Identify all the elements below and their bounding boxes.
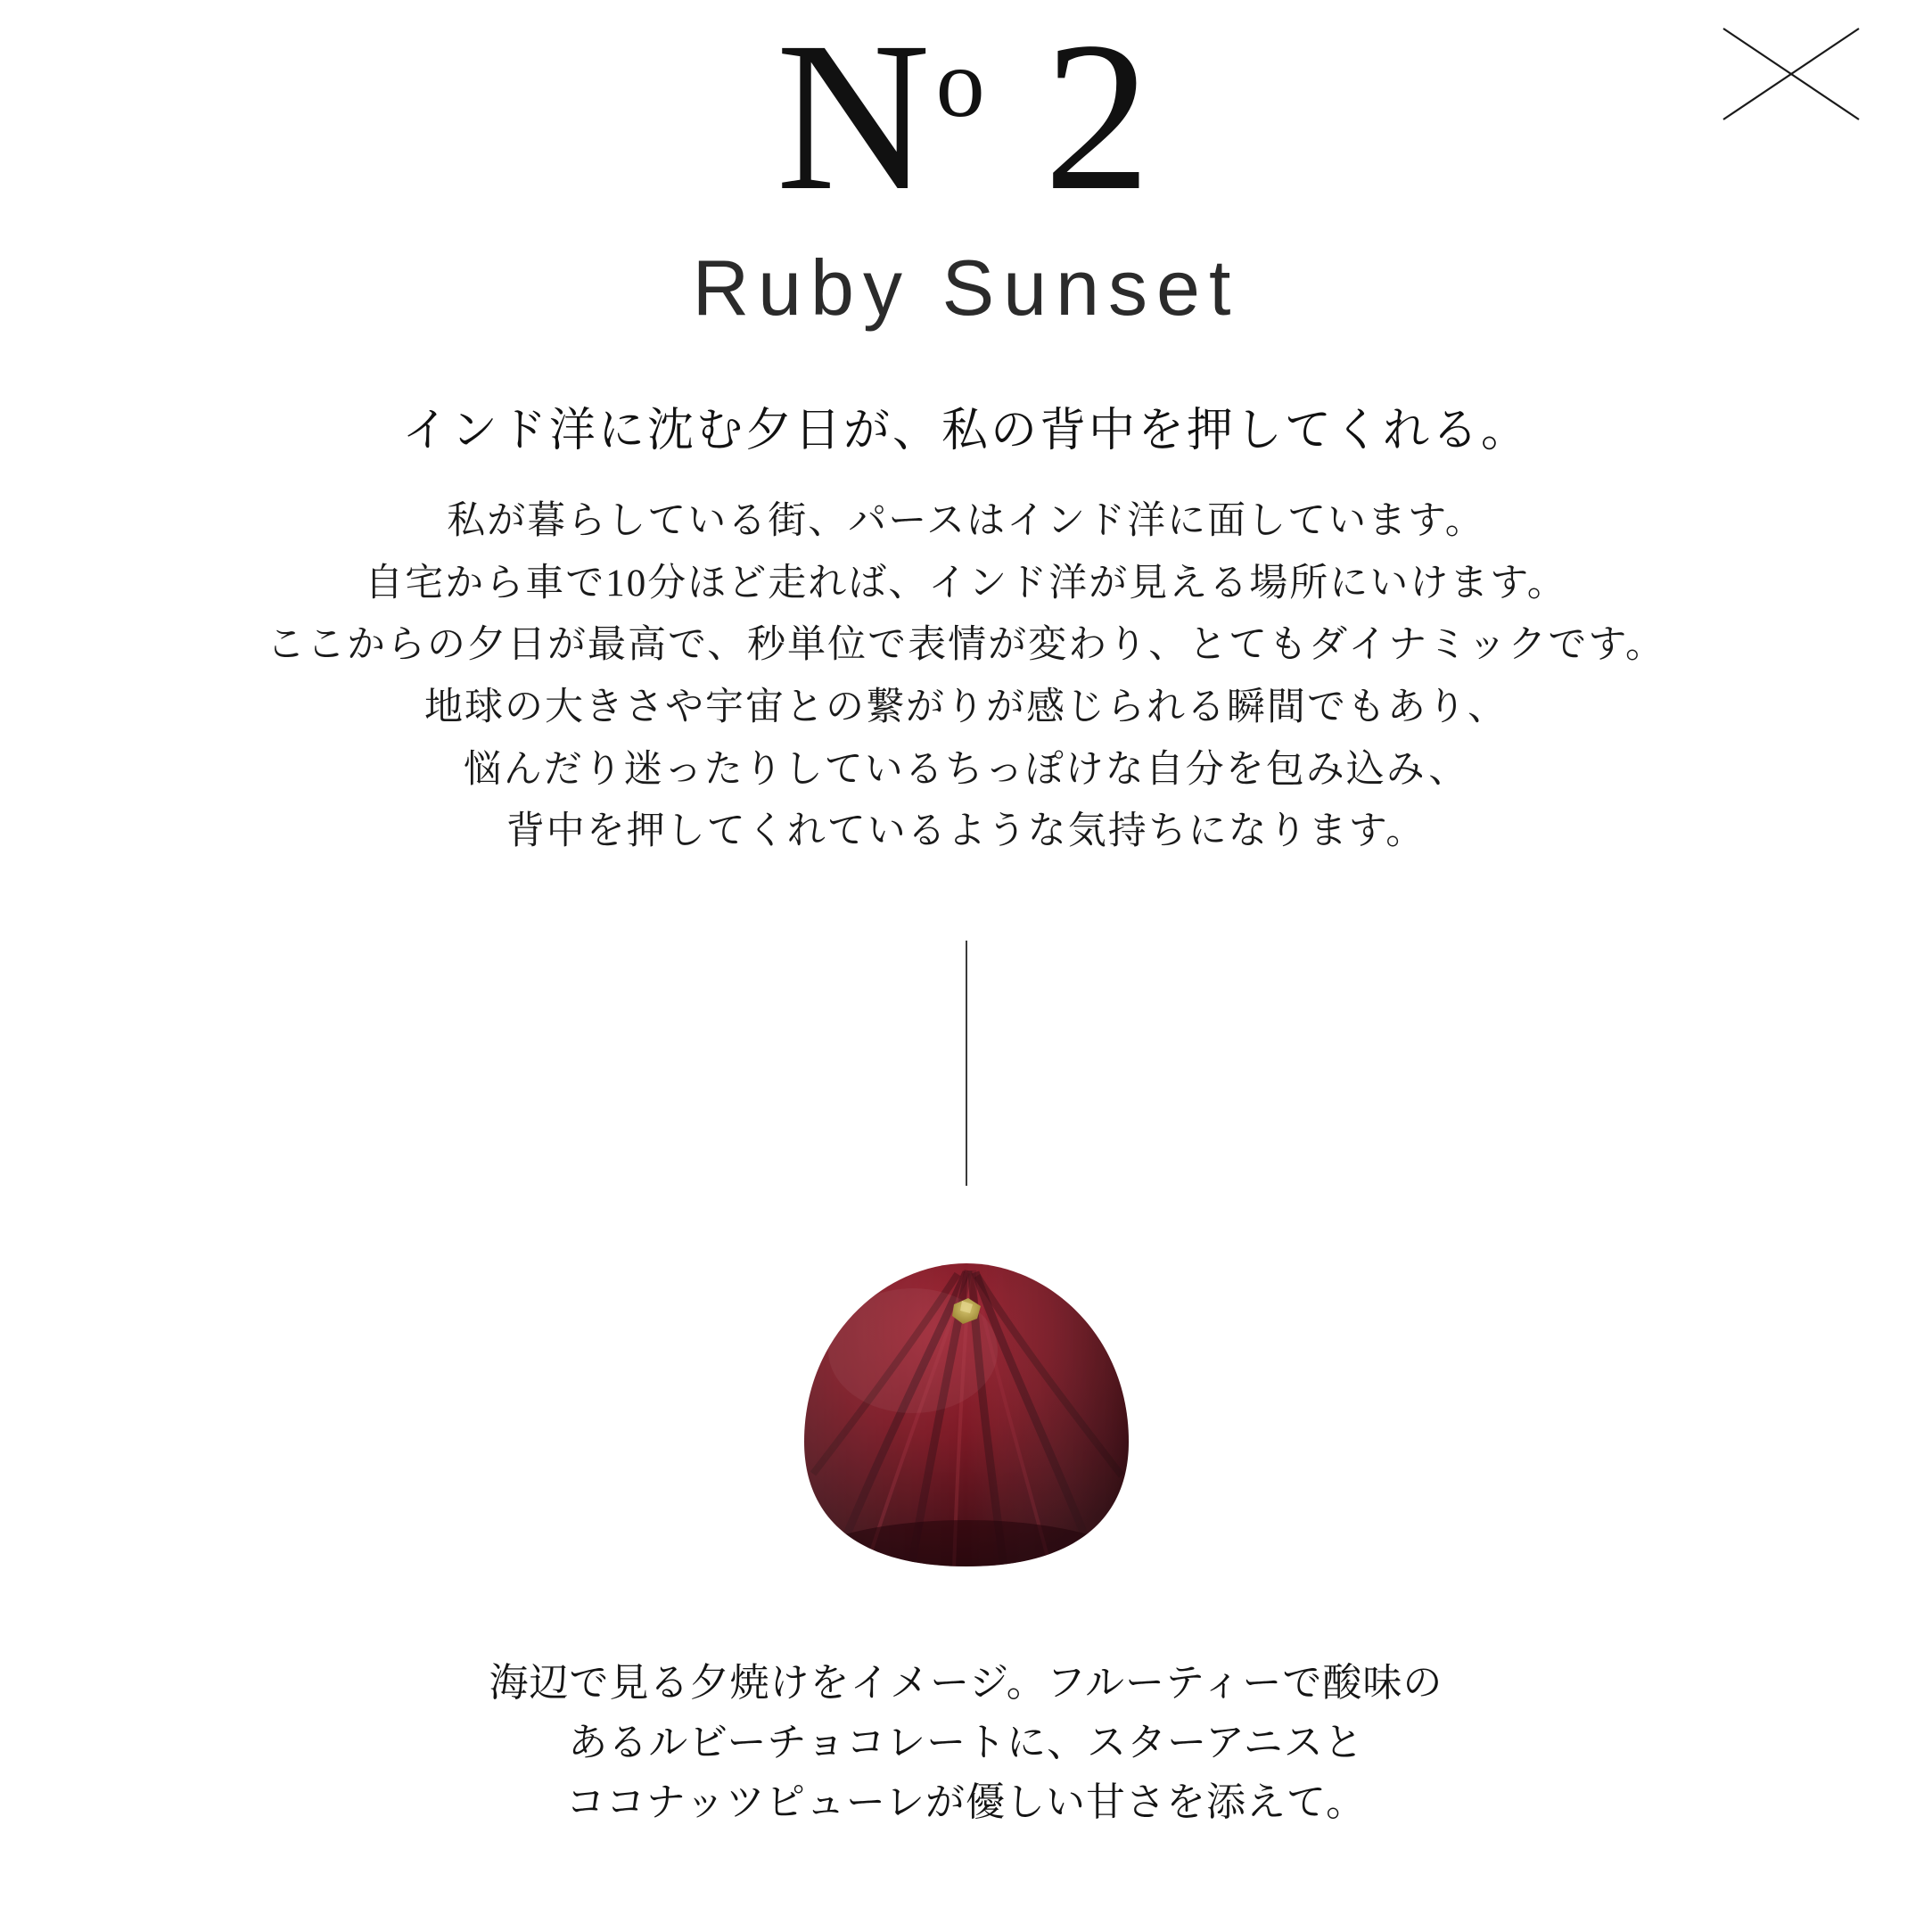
body-line: 自宅から車で10分ほど走れば、インド洋が見える場所にいけます。 (365, 562, 1567, 604)
number-letter: N (776, 0, 936, 234)
body-copy (0, 490, 1932, 863)
body-line: 私が暮らしている街、パースはインド洋に面しています。 (447, 500, 1485, 542)
body-line: 地球の大きさや宇宙との繋がりが感じられる瞬間でもあり、 (424, 686, 1508, 728)
number-value: 2 (1043, 0, 1156, 234)
caption-line: 海辺で見る夕焼けをイメージ。フルーティーで酸味の (489, 1661, 1443, 1705)
caption-line: ココナッツピューレが優しい甘さを添えて。 (565, 1780, 1367, 1824)
lead-text: インド洋に沈む夕日が、私の背中を押してくれる。 (401, 406, 1530, 456)
vertical-divider (966, 941, 967, 1186)
product-caption (0, 1654, 1932, 1833)
page-title: Ruby Sunset (692, 243, 1240, 332)
chocolate-illustration (779, 1253, 1154, 1609)
number-ordinal: o (935, 29, 985, 137)
body-line: 悩んだり迷ったりしているちっぽけな自分を包み込み、 (463, 748, 1469, 791)
page-number (0, 0, 1932, 234)
body-line: 背中を押してくれているような気持ちになります。 (506, 810, 1426, 853)
body-line: ここからの夕日が最高で、秒単位で表情が変わり、とてもダイナミックです。 (267, 624, 1665, 667)
caption-line: あるルビーチョコレートに、スターアニスと (568, 1720, 1364, 1764)
